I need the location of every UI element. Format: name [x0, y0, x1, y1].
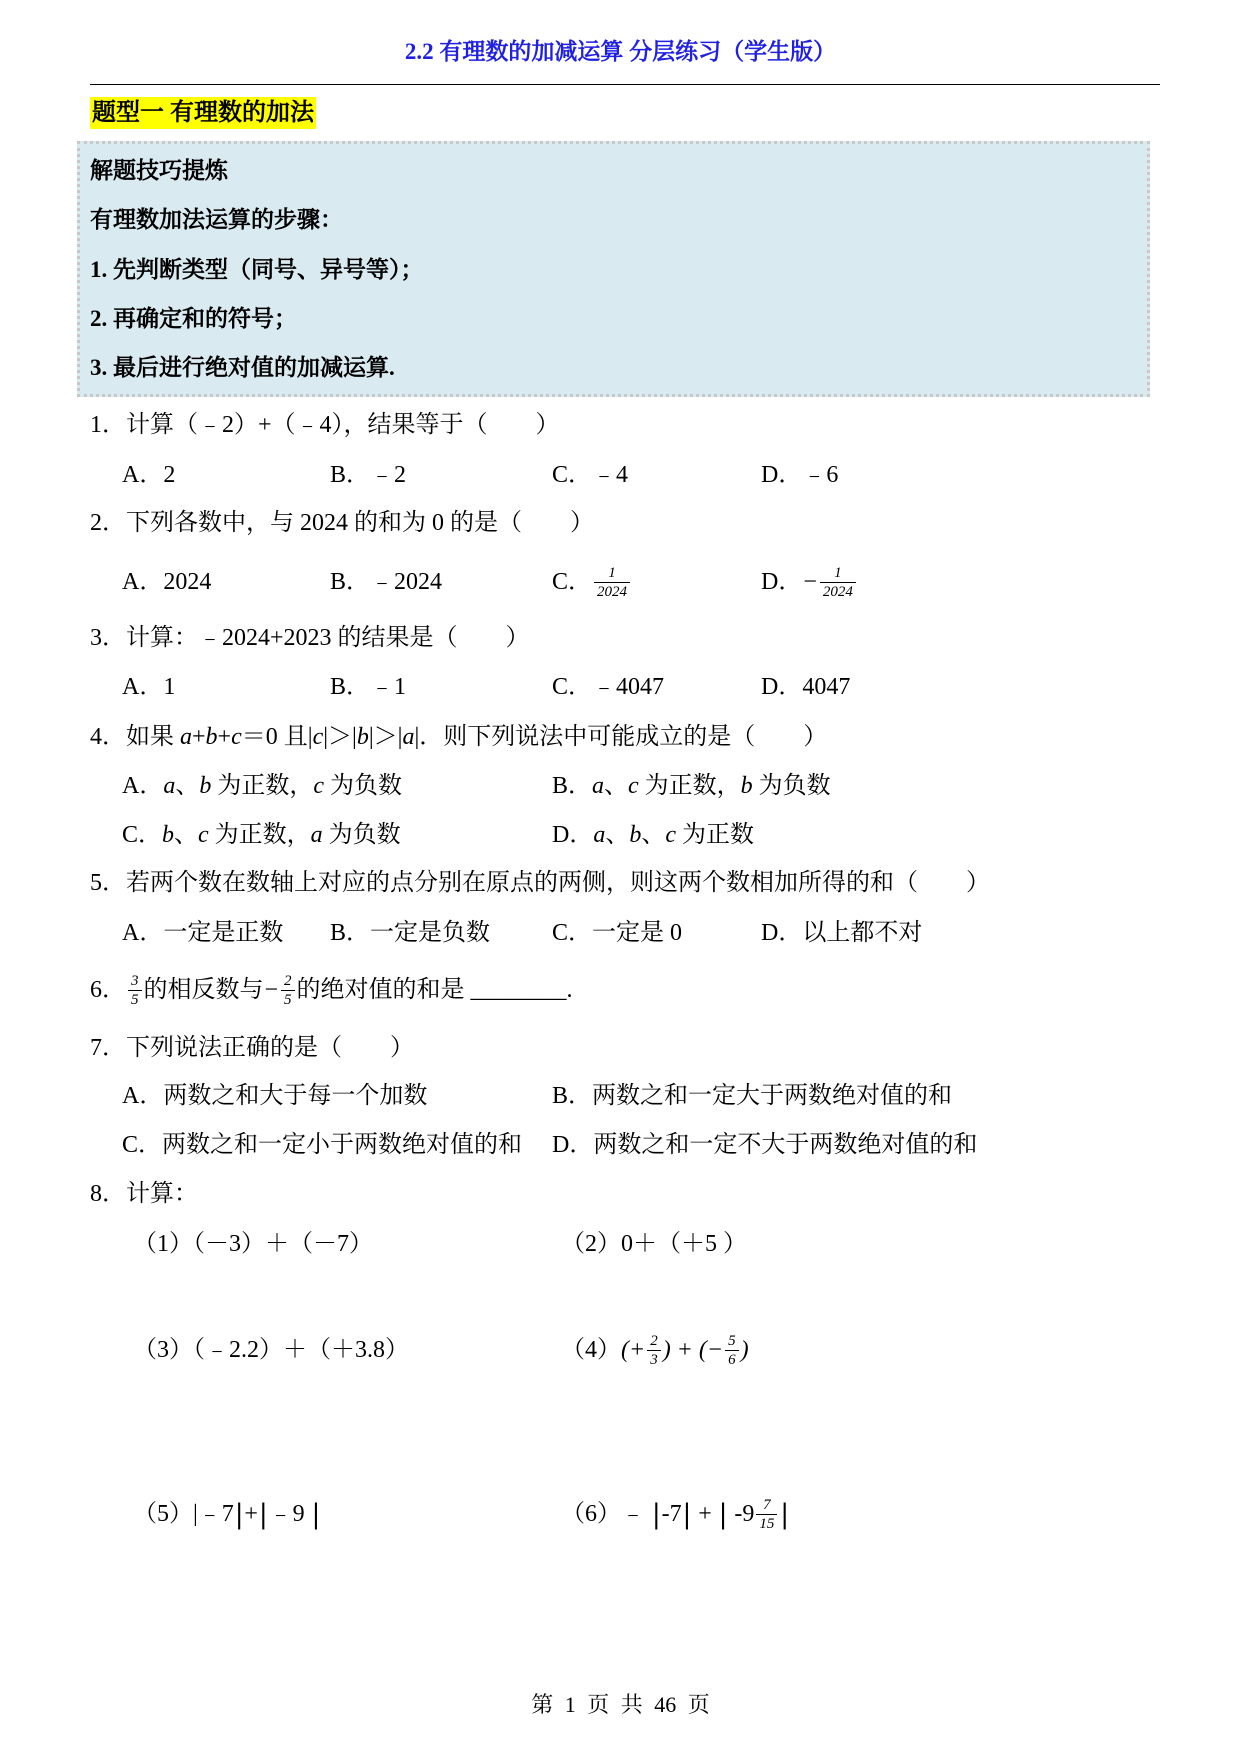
- math-variable: ) + (−: [662, 1337, 724, 1363]
- text-segment: 为正数: [676, 822, 754, 848]
- question-1-options: [0, 460, 1241, 490]
- text-segment: 、: [641, 822, 666, 848]
- text-segment: 3．计算：﹣2024+2023 的结果是（ ）: [90, 625, 530, 651]
- text-segment: 为负数: [322, 822, 401, 848]
- fraction-denominator: 5: [128, 990, 142, 1009]
- question-7-stem: [90, 1033, 414, 1063]
- text-segment: A．一定是正数: [122, 920, 284, 946]
- question-8-part-3: [133, 1335, 409, 1365]
- question-3-option-d[interactable]: [761, 672, 850, 702]
- absolute-value-bar: |: [781, 1497, 788, 1530]
- question-4-option-d[interactable]: [552, 820, 754, 850]
- text-segment: A．1: [122, 674, 176, 700]
- question-5-option-c[interactable]: [552, 918, 682, 948]
- question-6-stem: [90, 972, 573, 1008]
- question-5-option-a[interactable]: [122, 918, 283, 948]
- text-segment: D．以上都不对: [761, 920, 923, 946]
- fraction-numerator: 1: [834, 564, 842, 581]
- text-segment: B．﹣2: [330, 462, 407, 488]
- text-segment: C．两数之和一定小于两数绝对值的和: [122, 1132, 523, 1158]
- fraction-denominator: 2024: [594, 582, 630, 601]
- text-segment: A．2: [122, 462, 176, 488]
- fraction-denominator: 5: [281, 990, 295, 1009]
- math-variable: c: [312, 724, 324, 750]
- text-segment: 2．下列各数中，与 2024 的和为 0 的是（ ）: [90, 510, 594, 536]
- question-4-option-b[interactable]: [552, 771, 831, 801]
- question-5-stem: [90, 868, 990, 898]
- math-variable: c: [665, 822, 676, 848]
- text-segment: |＞|: [368, 724, 403, 750]
- fraction-numerator: 2: [284, 972, 292, 989]
- text-segment: 、: [174, 822, 199, 848]
- fraction-denominator: 6: [725, 1350, 739, 1369]
- question-7-options-row-2: [0, 1130, 1241, 1160]
- fraction: [128, 972, 142, 1009]
- tips-step-1: 1. 先判断类型（同号、异号等）；: [90, 257, 424, 282]
- math-variable: a: [593, 822, 606, 848]
- text-segment: |．则下列说法中可能成立的是（ ）: [414, 724, 828, 750]
- question-3-stem: [90, 623, 530, 653]
- question-7-option-d[interactable]: [552, 1130, 977, 1160]
- tips-intro: 有理数加法运算的步骤：: [90, 207, 343, 232]
- question-2-option-a[interactable]: [122, 567, 211, 597]
- text-segment: 、: [605, 822, 630, 848]
- question-8-part-4: [561, 1332, 749, 1368]
- question-2-options: [0, 564, 1241, 600]
- absolute-value-bar: |: [653, 1497, 660, 1530]
- text-segment: 、: [175, 773, 200, 799]
- section-heading: 题型一 有理数的加法: [90, 97, 316, 129]
- math-variable: b: [629, 822, 642, 848]
- text-segment: -9: [728, 1501, 755, 1527]
- question-8-stem: [90, 1179, 198, 1209]
- text-segment: +: [217, 724, 232, 750]
- math-variable: b: [740, 773, 753, 799]
- tips-step-2: 2. 再确定和的符号；: [90, 306, 297, 331]
- text-segment: 为负数: [752, 773, 831, 799]
- text-segment: |＞|: [323, 724, 357, 750]
- fraction-numerator: 2: [650, 1332, 658, 1349]
- question-8-part-5: [133, 1499, 321, 1529]
- text-segment: 7．下列说法正确的是（ ）: [90, 1035, 414, 1061]
- text-segment: ＝0 且|: [241, 724, 313, 750]
- fraction-numerator: 1: [608, 564, 616, 581]
- text-segment: 6．: [90, 977, 126, 1003]
- math-variable: b: [162, 822, 175, 848]
- text-segment: D．4047: [761, 674, 851, 700]
- text-segment: C．一定是 0: [552, 920, 683, 946]
- text-segment: D．两数之和一定不大于两数绝对值的和: [552, 1132, 978, 1158]
- question-5-option-d[interactable]: [761, 918, 922, 948]
- question-3-option-c[interactable]: [552, 672, 664, 702]
- text-segment: D．﹣6: [761, 462, 839, 488]
- question-8-part-1: [133, 1229, 373, 1259]
- text-segment: 为正数，: [208, 822, 311, 848]
- text-segment: A．两数之和大于每一个加数: [122, 1083, 428, 1109]
- question-2-stem: [90, 508, 594, 538]
- text-segment: A．: [122, 773, 164, 799]
- absolute-value-bar: |: [683, 1497, 691, 1530]
- fraction-denominator: 3: [647, 1350, 661, 1369]
- math-variable: c: [628, 773, 639, 799]
- tips-heading: 解题技巧提炼: [90, 158, 228, 183]
- math-variable: c: [313, 773, 324, 799]
- math-variable: ): [740, 1337, 749, 1363]
- fraction-numerator: 3: [131, 972, 139, 989]
- math-variable: a: [592, 773, 605, 799]
- text-segment: 8．计算：: [90, 1181, 198, 1207]
- math-variable: b: [199, 773, 212, 799]
- text-segment: （3）（﹣2.2）＋（＋3.8）: [133, 1337, 409, 1363]
- fraction: [594, 564, 630, 601]
- text-segment: 1．计算（﹣2）+（﹣4），结果等于（ ）: [90, 412, 560, 438]
- question-8-parts-row-3: [0, 1496, 1241, 1532]
- fraction-denominator: 15: [756, 1514, 777, 1533]
- text-segment: B．﹣1: [330, 674, 407, 700]
- text-segment: C．﹣4: [552, 462, 629, 488]
- text-segment: ﹣9: [268, 1501, 311, 1527]
- question-3-options: [0, 672, 1241, 702]
- text-segment: +: [692, 1501, 718, 1527]
- question-7-option-b[interactable]: [552, 1081, 952, 1111]
- text-segment: （5）|﹣7: [133, 1501, 234, 1527]
- text-segment: 4．如果: [90, 724, 180, 750]
- question-4-option-a[interactable]: [122, 771, 402, 801]
- question-8-part-6: [561, 1496, 790, 1532]
- question-4-stem: [90, 722, 827, 752]
- question-3-option-b[interactable]: [330, 672, 406, 702]
- page-footer: 第 1 页 共 46 页: [531, 1692, 710, 1717]
- text-segment: A．2024: [122, 569, 212, 595]
- fraction: [725, 1332, 739, 1369]
- answer-blank: ________: [470, 977, 567, 1003]
- text-segment: .: [566, 977, 573, 1003]
- question-4-options-row-1: [0, 771, 1241, 801]
- fraction: [756, 1496, 777, 1533]
- fraction-numerator: 5: [728, 1332, 736, 1349]
- text-segment: D．: [761, 569, 803, 595]
- header-rule: [90, 84, 1160, 85]
- minus-sign: −: [803, 569, 817, 595]
- text-segment: （4）: [561, 1337, 621, 1363]
- text-segment: （1）（－3）＋（－7）: [133, 1231, 373, 1257]
- text-segment: （6）﹣: [561, 1501, 651, 1527]
- fraction: [820, 564, 856, 601]
- question-2-option-c[interactable]: [552, 564, 632, 600]
- question-7-options-row-1: [0, 1081, 1241, 1111]
- minus-sign: −: [264, 977, 279, 1003]
- question-5-options: [0, 918, 1241, 948]
- text-segment: B．一定是负数: [330, 920, 491, 946]
- text-segment: +: [192, 724, 206, 750]
- text-segment: C．: [552, 569, 593, 595]
- question-1-option-a[interactable]: [122, 460, 175, 490]
- math-variable: a: [402, 724, 415, 750]
- fraction: [281, 972, 295, 1009]
- text-segment: B．两数之和一定大于两数绝对值的和: [552, 1083, 953, 1109]
- question-2-option-d[interactable]: [761, 564, 858, 600]
- text-segment: C．: [122, 822, 163, 848]
- text-segment: -7: [661, 1501, 682, 1527]
- text-segment: 为正数，: [211, 773, 314, 799]
- question-5-option-b[interactable]: [330, 918, 490, 948]
- math-variable: b: [205, 724, 218, 750]
- question-2-option-b[interactable]: [330, 567, 442, 597]
- math-variable: a: [180, 724, 192, 750]
- text-segment: +: [244, 1501, 258, 1527]
- text-segment: B．: [552, 773, 593, 799]
- question-8-parts-row-2: [0, 1332, 1241, 1368]
- math-variable: c: [198, 822, 209, 848]
- question-7-option-a[interactable]: [122, 1081, 427, 1111]
- question-1-option-b[interactable]: [330, 460, 406, 490]
- absolute-value-bar: |: [235, 1497, 243, 1530]
- fraction-denominator: 2024: [820, 582, 856, 601]
- text-segment: 的绝对值的和是: [296, 977, 471, 1003]
- fraction: [647, 1332, 661, 1369]
- text-segment: 5．若两个数在数轴上对应的点分别在原点的两侧，则这两个数相加所得的和（ ）: [90, 870, 990, 896]
- question-4-option-c[interactable]: [122, 820, 401, 850]
- question-1-option-c[interactable]: [552, 460, 628, 490]
- question-8-parts-row-1: [0, 1229, 1241, 1259]
- text-segment: 为负数: [324, 773, 402, 799]
- text-segment: 、: [604, 773, 629, 799]
- text-segment: （2）0＋（＋5 ）: [561, 1231, 747, 1257]
- text-segment: C．﹣4047: [552, 674, 665, 700]
- absolute-value-bar: |: [259, 1497, 267, 1530]
- math-variable: c: [231, 724, 242, 750]
- math-variable: a: [163, 773, 176, 799]
- question-4-options-row-2: [0, 820, 1241, 850]
- question-1-option-d[interactable]: [761, 460, 838, 490]
- math-variable: (+: [621, 1337, 646, 1363]
- page-title: 2.2 有理数的加减运算 分层练习（学生版）: [404, 39, 837, 64]
- text-segment: D．: [552, 822, 594, 848]
- math-variable: a: [310, 822, 323, 848]
- text-segment: 为正数，: [638, 773, 741, 799]
- question-1-stem: [90, 410, 560, 440]
- fraction-numerator: 7: [763, 1496, 771, 1513]
- text-segment: 的相反数与: [143, 977, 264, 1003]
- math-variable: b: [356, 724, 369, 750]
- tips-step-3: 3. 最后进行绝对值的加减运算.: [90, 355, 395, 380]
- absolute-value-bar: |: [312, 1497, 320, 1530]
- question-8-part-2: [561, 1229, 747, 1259]
- question-7-option-c[interactable]: [122, 1130, 522, 1160]
- absolute-value-bar: |: [719, 1497, 727, 1530]
- question-3-option-a[interactable]: [122, 672, 175, 702]
- text-segment: B．﹣2024: [330, 569, 443, 595]
